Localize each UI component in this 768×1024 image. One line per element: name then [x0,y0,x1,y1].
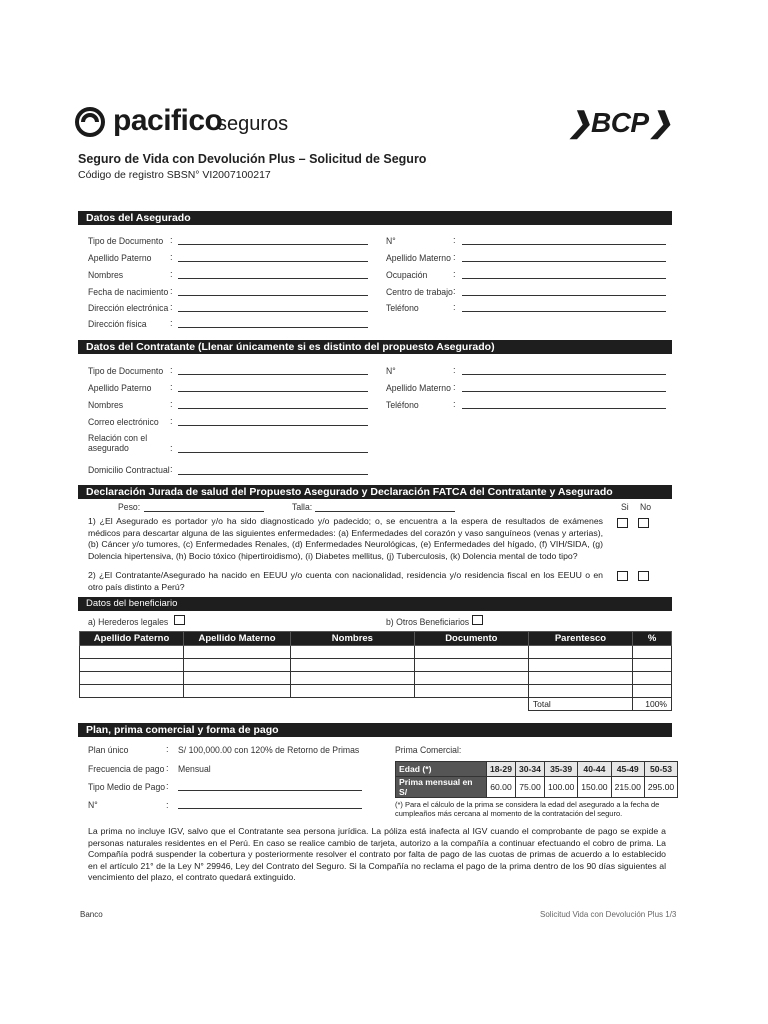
otros-label: b) Otros Beneficiarios [386,617,470,627]
prima-row [396,777,678,798]
asegurado-direccion-fisica-field[interactable] [178,327,368,328]
beneficiary-table [79,631,672,711]
age-cell: 30-34 [515,762,544,777]
asegurado-label: N° [386,236,396,246]
registration-code: Código de registro SBSN° VI2007100217 [78,169,271,181]
asegurado-fecha-nacimiento-field[interactable] [178,295,368,296]
contratante-label: Nombres [88,400,124,410]
asegurado-label: Apellido Paterno [88,253,152,263]
contratante-tipo-documento-field[interactable] [178,374,368,375]
asegurado-label: Dirección electrónica [88,303,169,313]
plan-value: S/ 100,000.00 con 120% de Retorno de Primas [178,745,360,755]
brand-name: pacifico [113,104,223,137]
prima-cell: 60.00 [487,777,516,798]
prima-cell: 215.00 [611,777,644,798]
asegurado-label: Centro de trabajo [386,287,453,297]
footer-right: Solicitud Vida con Devolución Plus 1/3 [540,910,677,919]
bcp-right-chevron-icon: ❯ [648,107,672,138]
asegurado-label: Fecha de nacimiento [88,287,169,297]
no-label: No [640,502,652,512]
bcp-left-chevron-icon: ❯ [568,107,591,138]
bcp-logo [568,106,672,139]
contratante-label: N° [386,366,396,376]
talla-field[interactable] [315,511,455,512]
nro-label: N° [88,800,98,810]
asegurado-label: Dirección física [88,319,147,329]
asegurado-label: Nombres [88,270,124,280]
asegurado-label: Tipo de Documento [88,236,164,246]
q1-no-checkbox[interactable] [638,518,649,528]
bcp-logo-text: BCP [590,107,649,138]
si-label: Si [621,502,629,512]
asegurado-nombres-field[interactable] [178,278,368,279]
age-cell: 45-49 [611,762,644,777]
prima-note: (*) Para el cálculo de la prima se considera la edad del asegurado a la fecha de cumpleaños más cercana al momento de la contratación del seguro. [395,800,660,818]
asegurado-telefono-field[interactable] [462,311,666,312]
frecuencia-label: Frecuencia de pago [88,764,165,774]
asegurado-label: Teléfono [386,303,419,313]
otros-checkbox[interactable] [472,615,483,625]
asegurado-ocupacion-field[interactable] [462,278,666,279]
asegurado-email-field[interactable] [178,311,368,312]
col-nombres: Nombres [290,632,414,646]
contratante-label: Tipo de Documento [88,366,164,376]
asegurado-numero-documento-field[interactable] [462,244,666,245]
contratante-label: Apellido Materno [386,383,451,393]
plan-label: Plan único [88,745,129,755]
table-total-row [80,698,672,711]
contratante-domicilio-field[interactable] [178,474,368,475]
prima-cell: 295.00 [644,777,677,798]
question-2: 2) ¿El Contratante/Asegurado ha nacido en EEUU y/o cuenta con nacionalidad, residencia y/o residencia fiscal en los EEUU o en otro país distinto a Perú? [88,570,603,592]
contratante-apellido-paterno-field[interactable] [178,391,368,392]
total-label: Total [528,698,632,711]
footer-left: Banco [80,910,103,919]
section-contratante: Datos del Contratante (Llenar únicamente si es distinto del propuesto Asegurado) [78,340,672,354]
q2-si-checkbox[interactable] [617,571,628,581]
asegurado-tipo-documento-field[interactable] [178,244,368,245]
total-value: 100% [633,698,672,711]
tipo-medio-field[interactable] [178,790,362,791]
question-1: 1) ¿El Asegurado es portador y/o ha sido diagnosticado y/o padecido; o, se encuentra a la espera de resultados de exámenes médicos para descartar alguna de las siguientes enfermedades: (a) Enfermedades del corazón y vaso sanguíneos (venas y arterias), (b) Cáncer y/o tumores, (c) Enfermedades Renales, (d) Enfermedades Neurológicas, (e) Enfermedades del hígado, (f) VIH/SIDA, (g) Dolencia hipertensiva, (h) Bocio tóxico (hipertiroidismo), (i) Diabetes mellitus, (j) Tuberculosis, (k) Dolencia mental de todo tipo? [88,516,603,561]
contratante-label: Correo electrónico [88,417,159,427]
asegurado-label: Ocupación [386,270,428,280]
age-cell: 18-29 [487,762,516,777]
col-apellido-materno: Apellido Materno [184,632,291,646]
contratante-label: Teléfono [386,400,419,410]
prima-cell: 150.00 [578,777,611,798]
contratante-numero-documento-field[interactable] [462,374,666,375]
asegurado-centro-trabajo-field[interactable] [462,295,666,296]
frecuencia-value: Mensual [178,764,211,774]
age-cell: 50-53 [644,762,677,777]
legal-text: La prima no incluye IGV, salvo que el Contratante sea persona jurídica. La póliza está inafecta al IGV cuando el comprobante de pago se expide a personas naturales residentes en el Perú. En caso se realice cambio de tarjeta, autorizo a la compañía a continuar efectuando el cobro de prima. La Compañía podrá suspender la cobertura y posteriormente resolver el contrato por falta de pago de las cuotas de primas de acuerdo a lo establecido en el artículo 21° de la Ley N° 29946, Ley del Contrato del Seguro. Si la Compañía no reclama el pago de la prima dentro de los 90 días siguientes al vencimiento del plazo, el contrato quedará extinguido. [88,826,666,882]
talla-label: Talla: [292,502,313,512]
section-asegurado: Datos del Asegurado [78,211,672,225]
contratante-label: Apellido Paterno [88,383,152,393]
section-beneficiario: Datos del beneficiario [78,597,672,611]
prima-comercial-title: Prima Comercial: [395,745,462,755]
age-row [396,762,678,777]
prima-cell: 100.00 [544,777,577,798]
contratante-label: Domicilio Contractual [88,465,170,475]
col-parentesco: Parentesco [528,632,632,646]
contratante-label: Relación con el [88,433,148,443]
beneficiary-header-row [80,632,672,646]
herederos-label: a) Herederos legales [88,617,169,627]
col-documento: Documento [414,632,528,646]
prima-label: Prima mensual en S/ [396,777,487,798]
section-plan: Plan, prima comercial y forma de pago [78,723,672,737]
contratante-label: asegurado [88,443,129,453]
table-row[interactable] [80,685,672,698]
asegurado-label: Apellido Materno [386,253,451,263]
asegurado-apellido-materno-field[interactable] [462,261,666,262]
pacifico-logo-icon [75,107,105,137]
age-cell: 40-44 [578,762,611,777]
premium-table [395,761,678,798]
age-cell: 35-39 [544,762,577,777]
contratante-nombres-field[interactable] [178,408,368,409]
contratante-relacion-field[interactable] [178,452,368,453]
contratante-correo-field[interactable] [178,425,368,426]
nro-field[interactable] [178,808,362,809]
asegurado-apellido-paterno-field[interactable] [178,261,368,262]
q1-si-checkbox[interactable] [617,518,628,528]
edad-label: Edad (*) [396,762,487,777]
peso-label: Peso: [118,502,141,512]
col-porcentaje: % [633,632,672,646]
peso-field[interactable] [144,511,264,512]
tipo-medio-label: Tipo Medio de Pago [88,782,166,792]
contratante-telefono-field[interactable] [462,408,666,409]
table-row[interactable] [80,672,672,685]
brand-sub: seguros [217,113,289,135]
section-declaracion: Declaración Jurada de salud del Propuesto Asegurado y Declaración FATCA del Contratante y Asegurado [78,485,672,499]
contratante-apellido-materno-field[interactable] [462,391,666,392]
col-apellido-paterno: Apellido Paterno [80,632,184,646]
table-row[interactable] [80,659,672,672]
table-row[interactable] [80,646,672,659]
document-title: Seguro de Vida con Devolución Plus – Solicitud de Seguro [78,152,427,166]
q2-no-checkbox[interactable] [638,571,649,581]
herederos-checkbox[interactable] [174,615,185,625]
prima-cell: 75.00 [515,777,544,798]
